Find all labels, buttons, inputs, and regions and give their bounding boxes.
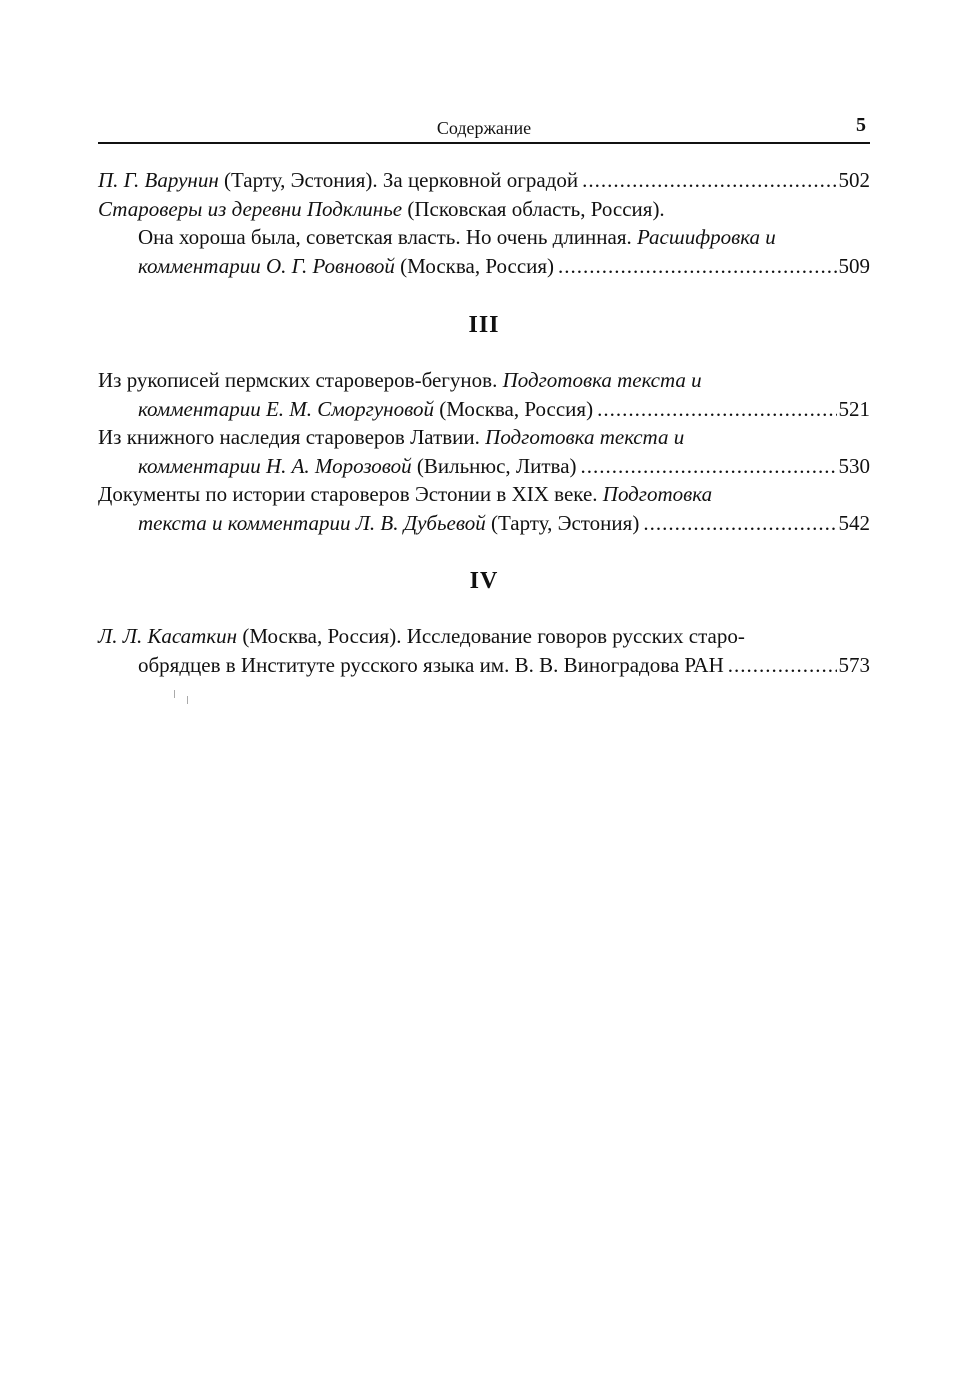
entry-author: Староверы из деревни Подклинье bbox=[98, 196, 403, 221]
entry-title: (Москва, Россия). Исследование говоров русских старо- bbox=[237, 624, 745, 648]
toc-entry-varunin bbox=[98, 166, 870, 195]
entry-editor: Подготовка текста и bbox=[485, 425, 685, 449]
entry-page: 521 bbox=[838, 396, 870, 421]
scan-speck bbox=[187, 696, 188, 704]
entry-title: Документы по истории староверов Эстонии в XIX веке. bbox=[98, 482, 603, 506]
entry-editor-name: комментарии Н. А. Морозовой bbox=[138, 453, 412, 478]
entry-title: (Тарту, Эстония). За церковной оградой bbox=[218, 168, 579, 192]
leader-dots bbox=[582, 166, 836, 195]
entry-title-cont: обрядцев в Институте русского языка им. В. В. Виноградова РАН bbox=[138, 652, 724, 677]
entry-title: Она хороша была, советская власть. Но очень длинная. bbox=[138, 225, 638, 249]
entry-location: (Псковская область, Россия). bbox=[402, 196, 665, 221]
toc-entry-latvia bbox=[98, 423, 870, 480]
running-header bbox=[98, 112, 870, 144]
toc-entry-perm bbox=[98, 366, 870, 423]
entry-page: 530 bbox=[838, 453, 870, 478]
entry-page: 509 bbox=[838, 253, 870, 278]
entry-page: 573 bbox=[838, 652, 870, 677]
leader-dots bbox=[728, 651, 837, 680]
toc-section-continued bbox=[98, 166, 870, 280]
entry-page: 542 bbox=[838, 510, 870, 535]
leader-dots bbox=[558, 252, 836, 281]
entry-location: (Москва, Россия) bbox=[433, 396, 594, 421]
toc-entry-estonia bbox=[98, 480, 870, 537]
entry-editor-name: комментарии О. Г. Ровновой bbox=[138, 253, 395, 278]
entry-title: Из книжного наследия староверов Латвии. bbox=[98, 425, 486, 449]
toc-section-4 bbox=[98, 622, 870, 679]
entry-author: Л. Л. Касаткин bbox=[98, 624, 238, 648]
entry-page: 502 bbox=[838, 168, 870, 192]
entry-author: П. Г. Варунин bbox=[98, 168, 219, 192]
entry-title: Из рукописей пермских староверов-бегунов. bbox=[98, 368, 503, 392]
leader-dots bbox=[597, 395, 836, 424]
entry-editor: Расшифровка и bbox=[637, 225, 776, 249]
entry-editor: Подготовка bbox=[602, 482, 713, 506]
entry-editor: Подготовка текста и bbox=[502, 368, 702, 392]
leader-dots bbox=[643, 509, 836, 538]
page-number: 5 bbox=[856, 114, 866, 136]
toc-section-3 bbox=[98, 366, 870, 537]
entry-location: (Москва, Россия) bbox=[394, 253, 555, 278]
toc-entry-kasatkin bbox=[98, 622, 870, 679]
entry-location: (Тарту, Эстония) bbox=[485, 510, 640, 535]
entry-location: (Вильнюс, Литва) bbox=[411, 453, 577, 478]
section-numeral-3: III bbox=[468, 312, 500, 338]
entry-editor-name: комментарии Е. М. Сморгуновой bbox=[138, 396, 434, 421]
toc-entry-podklinye bbox=[98, 195, 870, 281]
leader-dots bbox=[581, 452, 837, 481]
scan-speck bbox=[174, 690, 175, 698]
entry-editor-name: текста и комментарии Л. В. Дубьевой bbox=[138, 510, 486, 535]
running-title: Содержание bbox=[436, 118, 532, 138]
section-numeral-4: IV bbox=[469, 568, 499, 594]
